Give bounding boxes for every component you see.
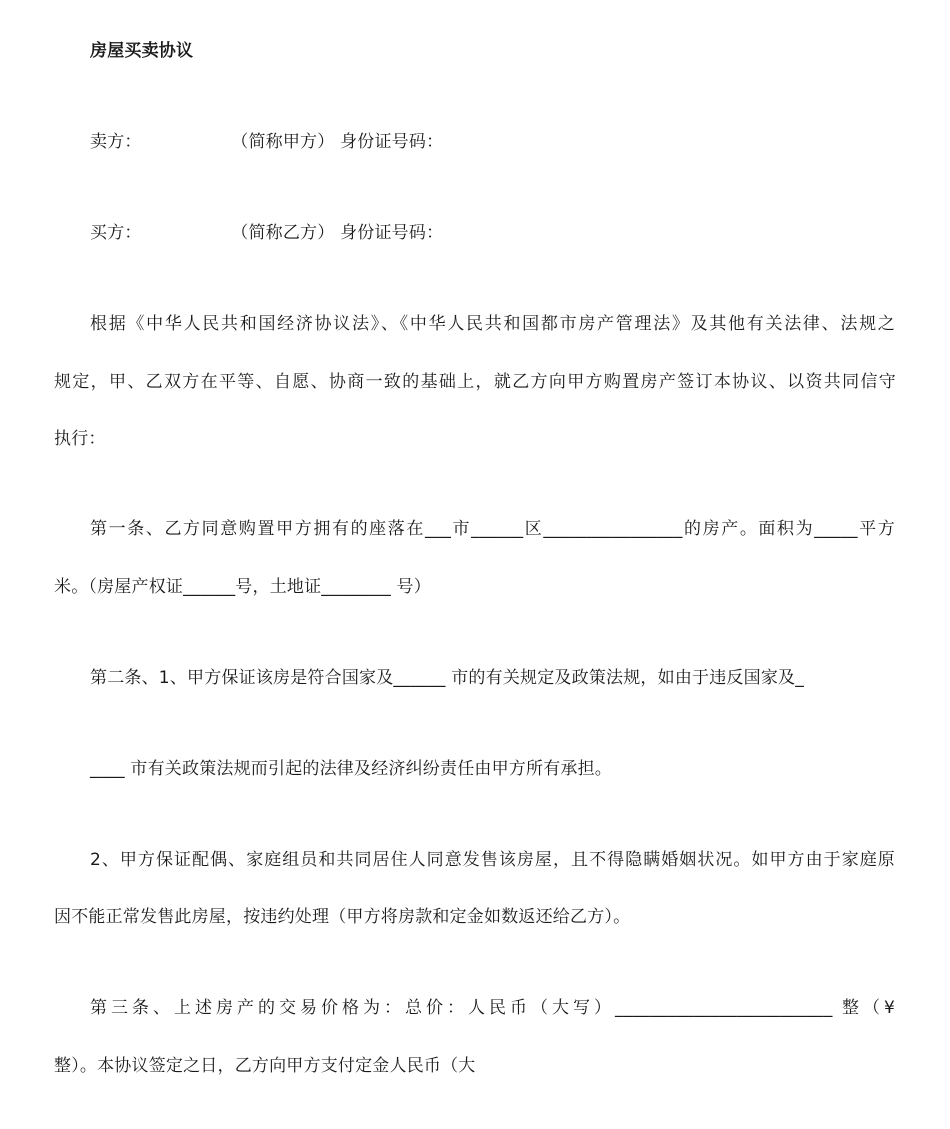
article-2-2-line-2: 因不能正常发售此房屋，按违约处理（甲方将房款和定金如数返还给乙方）。 — [54, 907, 631, 927]
article-3-line-1: 第三条、上述房产的交易价格为：总价：人民币（大写）_________________________ 整（¥ — [90, 998, 895, 1018]
preamble-line-3: 执行： — [54, 429, 106, 449]
preamble-line-1: 根据《中华人民共和国经济协议法》、《中华人民共和国都市房产管理法》及其他有关法律、法规之 — [90, 314, 895, 334]
seller-line: 卖方： （简称甲方） 身份证号码： — [90, 132, 444, 152]
preamble-line-2: 规定，甲、乙双方在平等、自愿、协商一致的基础上，就乙方向甲方购置房产签订本协议、以资共同信守 — [54, 372, 896, 392]
buyer-line: 买方： （简称乙方） 身份证号码： — [90, 223, 444, 243]
document-title: 房屋买卖协议 — [90, 41, 194, 61]
article-2-1-line-1: 第二条、1、甲方保证该房是符合国家及______ 市的有关规定及政策法规，如由于违反国家及_ — [90, 668, 804, 688]
article-2-1-line-2: ____ 市有关政策法规而引起的法律及经济纠纷责任由甲方所有承担。 — [90, 759, 613, 779]
article-1-line-1: 第一条、乙方同意购置甲方拥有的座落在___市______区________________的房产。面积为_____平方 — [90, 519, 895, 539]
article-2-2-line-1: 2、甲方保证配偶、家庭组员和共同居住人同意发售该房屋，且不得隐瞒婚姻状况。如甲方由于家庭原 — [90, 850, 895, 870]
article-3-line-2: 整）。本协议签定之日，乙方向甲方支付定金人民币（大 — [54, 1056, 476, 1076]
article-1-line-2: 米。（房屋产权证______号，土地证________ 号） — [54, 577, 431, 597]
